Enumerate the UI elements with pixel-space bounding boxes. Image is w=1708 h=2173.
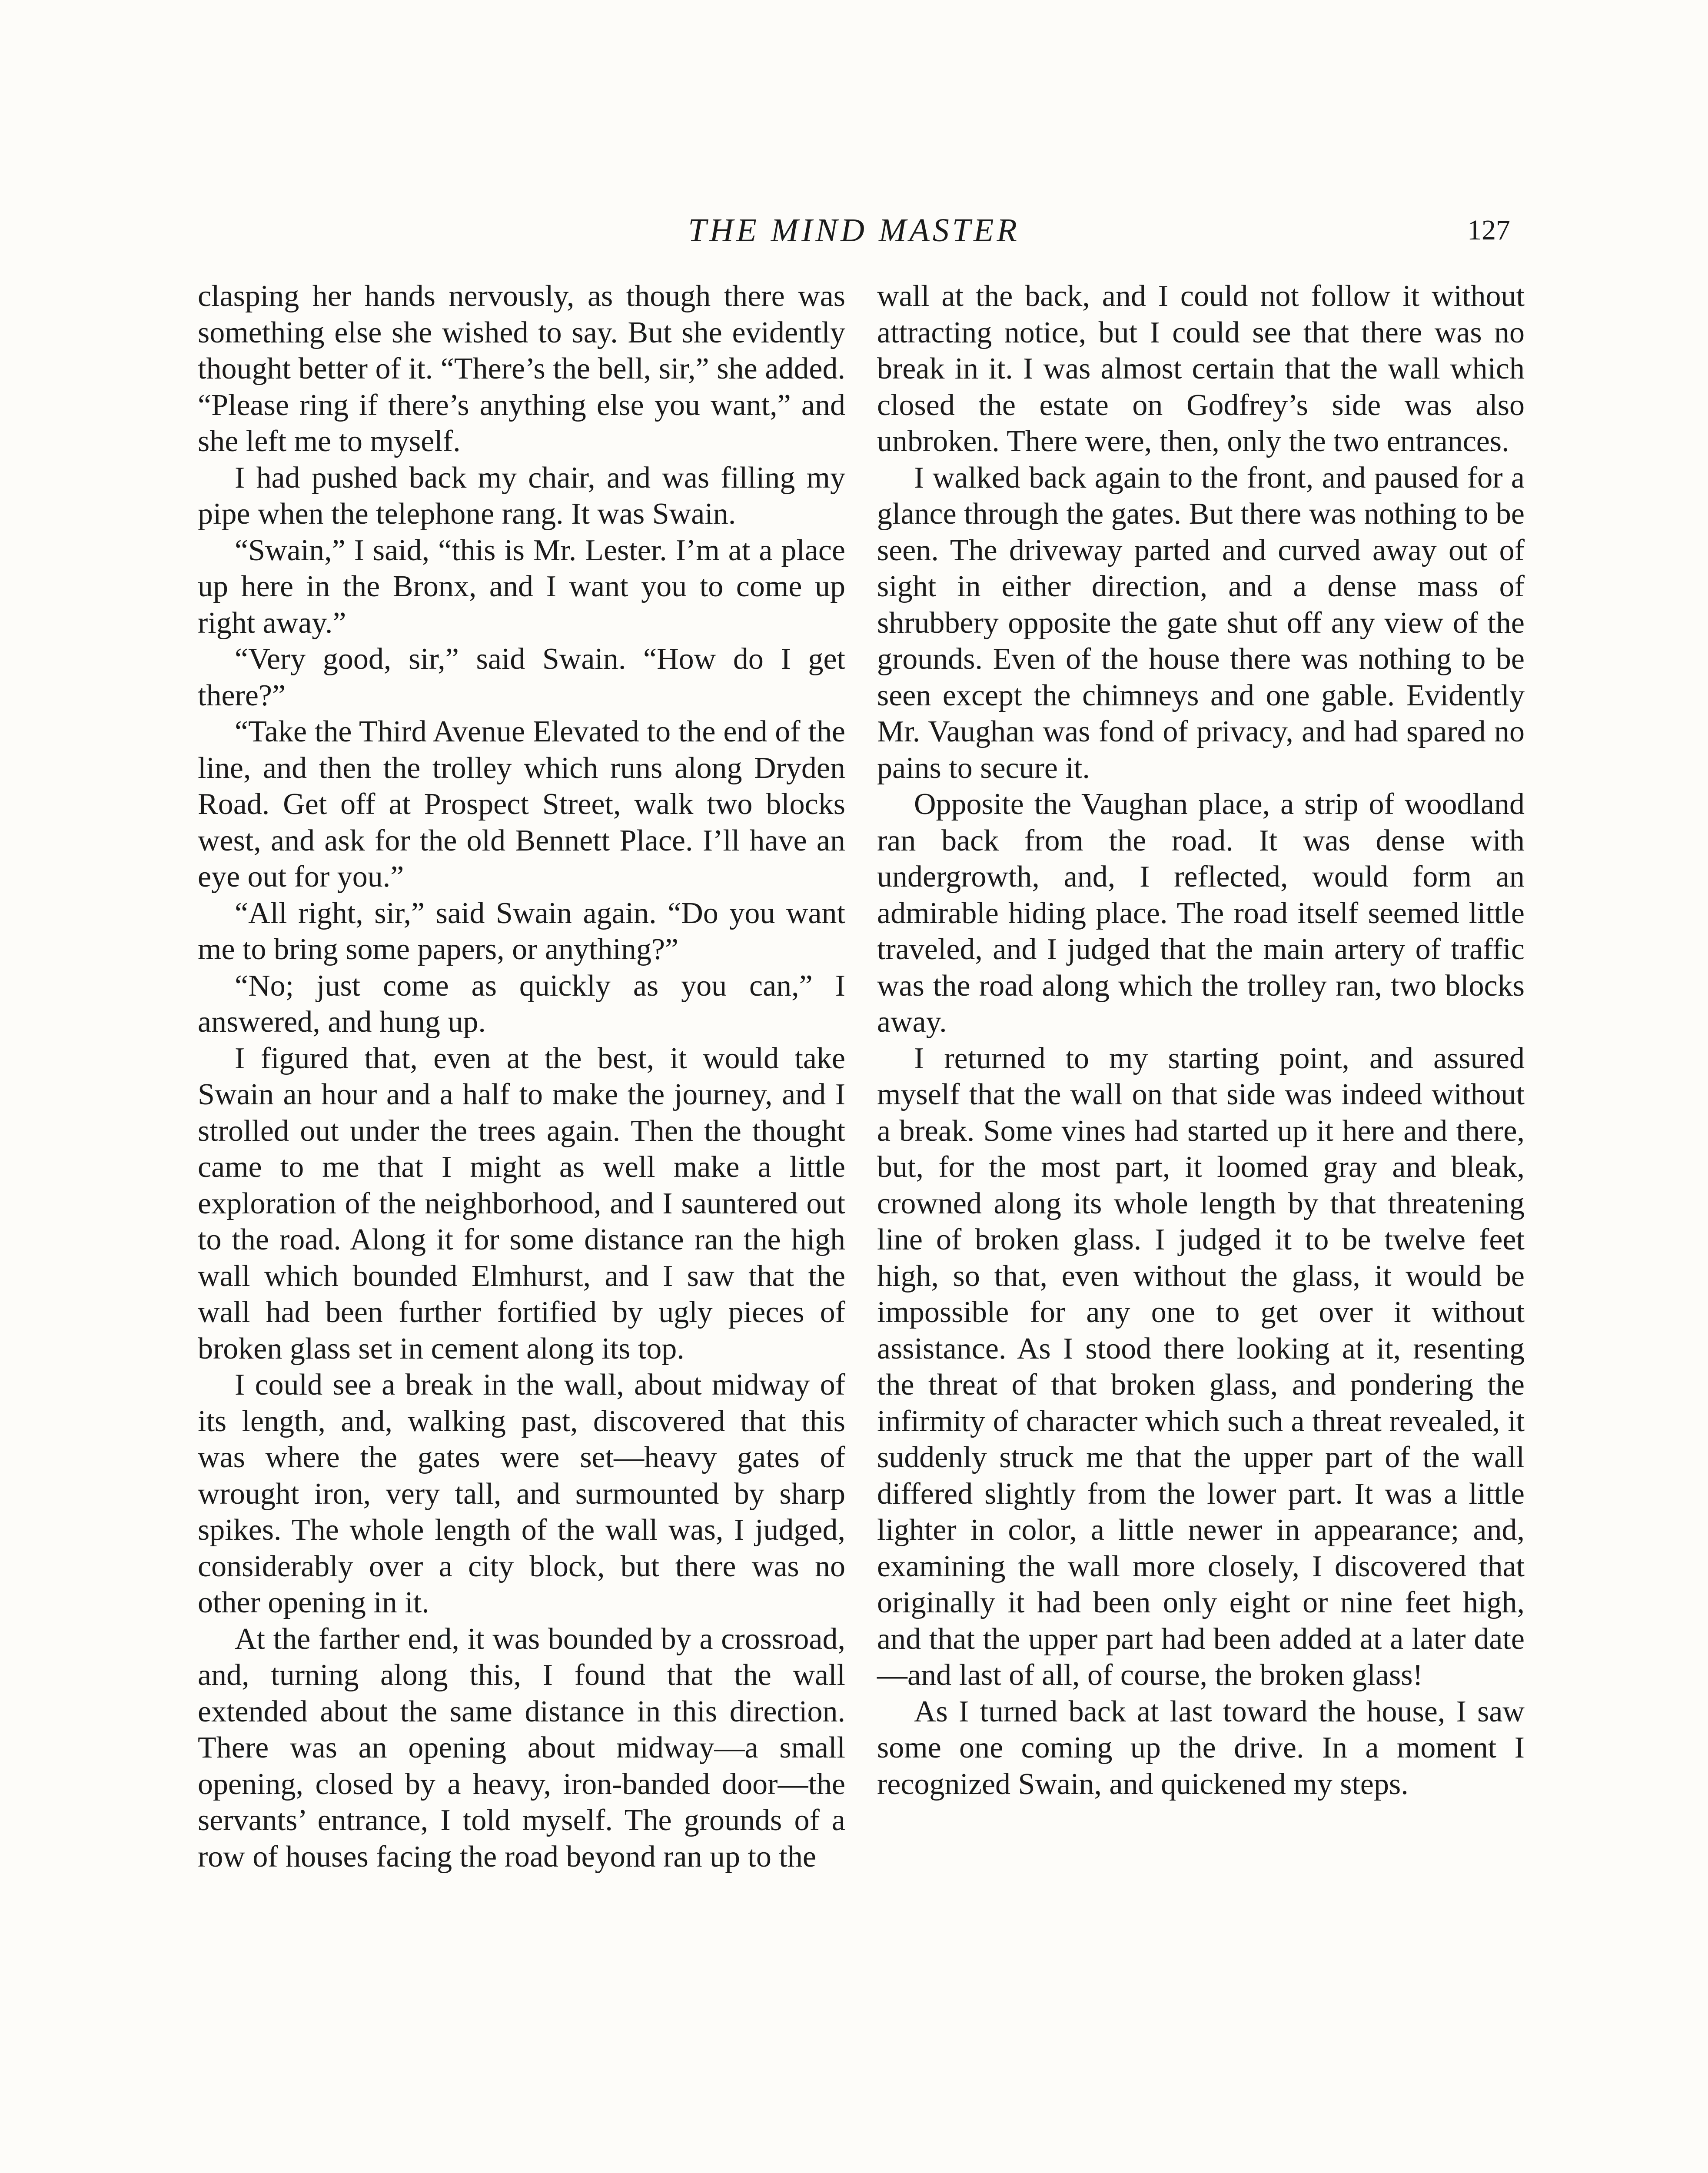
paragraph: Opposite the Vaughan place, a strip of woodland ran back from the road. It was dense with undergrowth, and, I reflected, would form an admirable hiding place. The road itself seemed little traveled, and I judged that the main artery of traffic was the road along which the trolley ran, two blocks away. bbox=[877, 787, 1525, 1039]
paragraph: At the farther end, it was bounded by a crossroad, and, turning along this, I found that the wall extended about the same distance in this direction. There was an opening about midway—a small opening, closed by a heavy, iron-banded door—the servants’ entrance, I told myself. The grounds of a row of houses facing the road beyond ran up to the bbox=[198, 1622, 845, 1874]
paragraph: “Very good, sir,” said Swain. “How do I get there?” bbox=[198, 642, 845, 712]
left-column bbox=[198, 278, 845, 1875]
paragraph: As I turned back at last toward the house, I saw some one coming up the drive. In a moment I recognized Swain, and quickened my steps. bbox=[877, 1695, 1525, 1801]
paragraph: clasping her hands nervously, as though there was something else she wished to say. But she evidently thought better of it. “There’s the bell, sir,” she added. “Please ring if there’s anything else you want,” and she left me to myself. bbox=[198, 279, 845, 458]
paragraph: I figured that, even at the best, it would take Swain an hour and a half to make the journey, and I strolled out under the trees again. Then the thought came to me that I might as well make a little exploration of the neighborhood, and I sauntered out to the road. Along it for some distance ran the high wall which bounded Elmhurst, and I saw that the wall had been further fortified by ugly pieces of broken glass set in cement along its top. bbox=[198, 1041, 845, 1366]
page-number: 127 bbox=[1467, 214, 1510, 246]
running-title: THE MIND MASTER bbox=[688, 212, 1020, 249]
paragraph: “Swain,” I said, “this is Mr. Lester. I’m at a place up here in the Bronx, and I want you to come up right away.” bbox=[198, 533, 845, 640]
right-column bbox=[877, 278, 1525, 1802]
paragraph: I could see a break in the wall, about midway of its length, and, walking past, discovered that this was where the gates were set—heavy gates of wrought iron, very tall, and surmounted by sharp spikes. The whole length of the wall was, I judged, considerably over a city block, but there was no other opening in it. bbox=[198, 1368, 845, 1619]
paragraph: “No; just come as quickly as you can,” I answered, and hung up. bbox=[198, 969, 845, 1039]
paragraph: “Take the Third Avenue Elevated to the end of the line, and then the trolley which runs along Dryden Road. Get off at Prospect Street, walk two blocks west, and ask for the old Bennett Place. I’ll have an eye out for you.” bbox=[198, 715, 845, 894]
paragraph: I had pushed back my chair, and was filling my pipe when the telephone rang. It was Swain. bbox=[198, 461, 845, 531]
paragraph: I walked back again to the front, and paused for a glance through the gates. But there was nothing to be seen. The driveway parted and curved away out of sight in either direction, and a dense mass of shrubbery opposite the gate shut off any view of the grounds. Even of the house there was nothing to be seen except the chimneys and one gable. Evidently Mr. Vaughan was fond of privacy, and had spared no pains to secure it. bbox=[877, 461, 1525, 785]
paragraph: “All right, sir,” said Swain again. “Do you want me to bring some papers, or anything?” bbox=[198, 896, 845, 966]
paragraph: I returned to my starting point, and assured myself that the wall on that side was indeed without a break. Some vines had started up it here and there, but, for the most part, it loomed gray and bleak, crowned along its whole length by that threatening line of broken glass. I judged it to be twelve feet high, so that, even without the glass, it would be impossible for any one to get over it without assistance. As I stood there looking at it, resenting the threat of that broken glass, and pondering the infirmity of character which such a threat revealed, it suddenly struck me that the upper part of the wall differed slightly from the lower part. It was a little lighter in color, a little newer in appearance; and, examining the wall more closely, I discovered that originally it had been only eight or nine feet high, and that the upper part had been added at a later date—and last of all, of course, the broken glass! bbox=[877, 1041, 1525, 1692]
paragraph: wall at the back, and I could not follow it without attracting notice, but I could see that there was no break in it. I was almost certain that the wall which closed the estate on Godfrey’s side was also unbroken. There were, then, only the two entrances. bbox=[877, 279, 1525, 458]
page-header bbox=[198, 204, 1510, 256]
